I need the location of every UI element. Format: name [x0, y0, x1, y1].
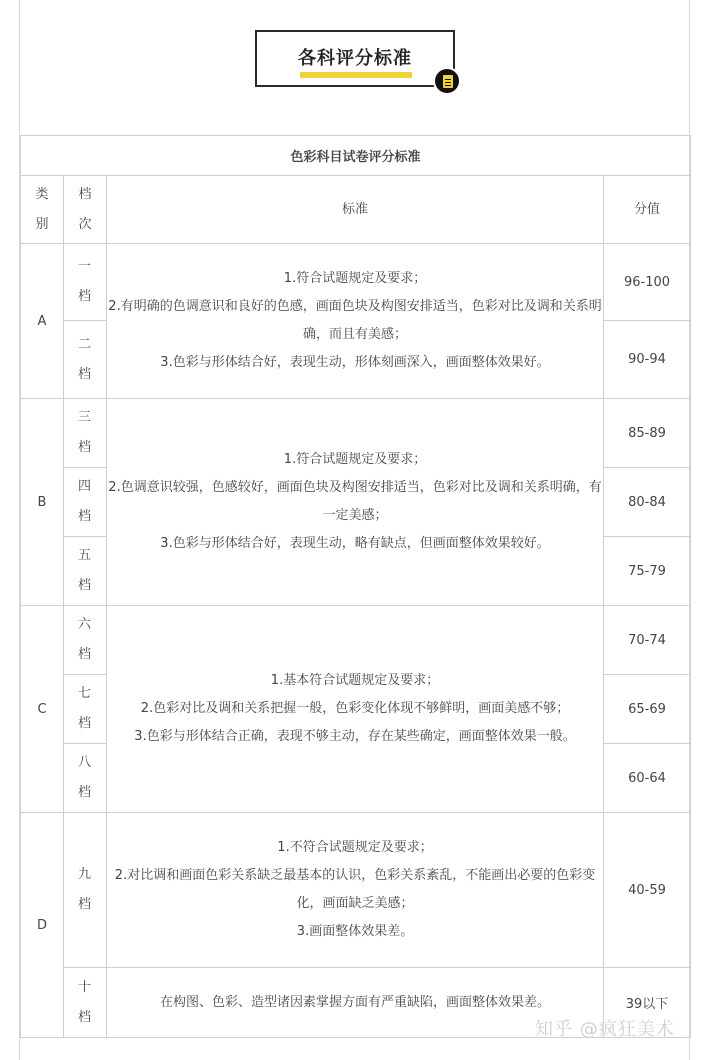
score-cell: 70-74 — [604, 606, 691, 675]
score-cell: 65-69 — [604, 675, 691, 744]
table-title-row — [21, 136, 691, 176]
score-cell: 96-100 — [604, 244, 691, 321]
section-title-box — [255, 30, 455, 87]
title-highlight — [300, 72, 412, 78]
section-title: 各科评分标准 — [298, 48, 412, 69]
category-cell: B — [21, 399, 64, 606]
column-header-standard: 标准 — [107, 176, 604, 244]
table-row — [21, 244, 691, 321]
column-header-level: 档 次 — [64, 176, 107, 244]
criteria-cell: 在构图、色彩、造型诸因素掌握方面有严重缺陷，画面整体效果差。 — [107, 968, 604, 1038]
score-cell: 75-79 — [604, 537, 691, 606]
criteria-cell: 1.基本符合试题规定及要求； 2.色彩对比及调和关系把握一般，色彩变化体现不够鲜明，画面美感不够； 3.色彩与形体结合正确，表现不够主动，存在某些确定，画面整体效果一般。 — [107, 606, 604, 813]
level-cell: 三 档 — [64, 399, 107, 468]
category-cell: D — [21, 813, 64, 1038]
level-cell: 四 档 — [64, 468, 107, 537]
document-icon — [433, 67, 461, 95]
column-header-score: 分值 — [604, 176, 691, 244]
table-title: 色彩科目试卷评分标准 — [21, 136, 691, 176]
level-cell: 一 档 — [64, 244, 107, 321]
score-cell: 90-94 — [604, 321, 691, 399]
score-cell: 39以下 — [604, 968, 691, 1038]
criteria-cell: 1.符合试题规定及要求； 2.色调意识较强，色感较好，画面色块及构图安排适当，色彩对比及调和关系明确，有一定美感； 3.色彩与形体结合好，表现生动，略有缺点，但画面整体效果较好。 — [107, 399, 604, 606]
category-cell: C — [21, 606, 64, 813]
level-cell: 七 档 — [64, 675, 107, 744]
table-row — [21, 813, 691, 968]
column-header-category: 类 别 — [21, 176, 64, 244]
score-cell: 80-84 — [604, 468, 691, 537]
table-row — [21, 399, 691, 468]
criteria-cell: 1.不符合试题规定及要求； 2.对比调和画面色彩关系缺乏最基本的认识，色彩关系紊乱，不能画出必要的色彩变化，画面缺乏美感； 3.画面整体效果差。 — [107, 813, 604, 968]
score-cell: 40-59 — [604, 813, 691, 968]
scoring-table — [20, 135, 691, 1038]
level-cell: 八 档 — [64, 744, 107, 813]
level-cell: 六 档 — [64, 606, 107, 675]
level-cell: 二 档 — [64, 321, 107, 399]
table-row — [21, 606, 691, 675]
level-cell: 十 档 — [64, 968, 107, 1038]
level-cell: 九 档 — [64, 813, 107, 968]
score-cell: 85-89 — [604, 399, 691, 468]
score-cell: 60-64 — [604, 744, 691, 813]
category-cell: A — [21, 244, 64, 399]
criteria-cell: 1.符合试题规定及要求； 2.有明确的色调意识和良好的色感，画面色块及构图安排适当，色彩对比及调和关系明确，而且有美感； 3.色彩与形体结合好，表现生动，形体刻画深入，画面整体效果好。 — [107, 244, 604, 399]
watermark: 知乎 @疯狂美术 — [535, 1019, 675, 1040]
table-header-row — [21, 176, 691, 244]
level-cell: 五 档 — [64, 537, 107, 606]
